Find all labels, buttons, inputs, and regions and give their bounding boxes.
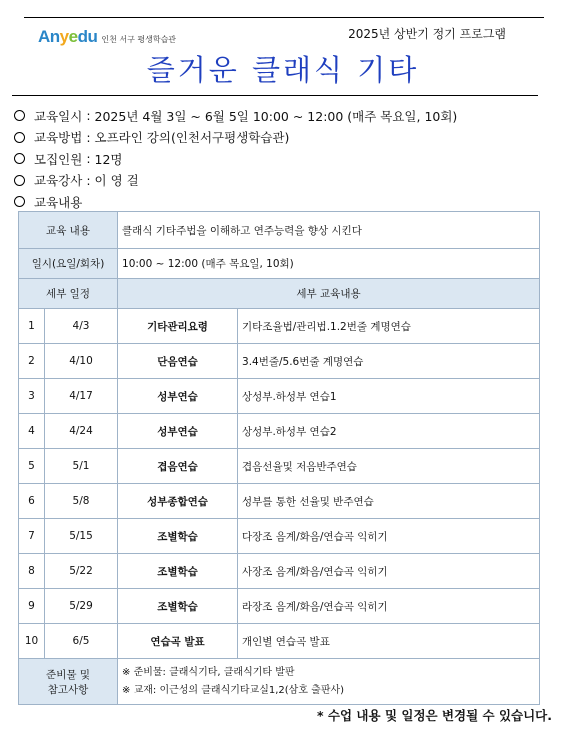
session-date: 5/8 bbox=[45, 484, 118, 519]
change-notice: * 수업 내용 및 일정은 변경될 수 있습니다. bbox=[317, 708, 552, 723]
session-no: 1 bbox=[19, 309, 45, 344]
session-no: 9 bbox=[19, 589, 45, 624]
session-date: 5/29 bbox=[45, 589, 118, 624]
table-row bbox=[19, 344, 540, 379]
info-key: 교육강사 bbox=[34, 173, 83, 189]
note-line: ※ 준비물: 클래식기타, 클래식기타 발판 bbox=[122, 666, 295, 678]
info-item bbox=[14, 148, 457, 170]
table-row bbox=[19, 484, 540, 519]
session-no: 10 bbox=[19, 624, 45, 659]
session-no: 3 bbox=[19, 379, 45, 414]
session-date: 5/15 bbox=[45, 519, 118, 554]
session-date: 4/17 bbox=[45, 379, 118, 414]
session-detail: 라장조 음계/화음/연습곡 익히기 bbox=[238, 589, 540, 624]
session-no: 8 bbox=[19, 554, 45, 589]
anyedu-logo bbox=[38, 27, 176, 47]
session-no: 2 bbox=[19, 344, 45, 379]
table-row bbox=[19, 554, 540, 589]
circle-bullet-icon bbox=[14, 110, 25, 121]
info-sep: : bbox=[86, 151, 91, 167]
session-date: 4/24 bbox=[45, 414, 118, 449]
column-header-schedule: 세부 일정 bbox=[19, 279, 118, 309]
table-row bbox=[19, 309, 540, 344]
circle-bullet-icon bbox=[14, 153, 25, 164]
session-detail: 다장조 음계/화음/연습곡 익히기 bbox=[238, 519, 540, 554]
info-sep: : bbox=[86, 129, 91, 145]
schedule-table bbox=[18, 211, 540, 705]
content-value: 클래식 기타주법을 이해하고 연주능력을 향상 시킨다 bbox=[118, 212, 540, 249]
session-no: 6 bbox=[19, 484, 45, 519]
session-topic: 성부연습 bbox=[118, 414, 238, 449]
info-value: 2025년 4월 3일 ~ 6월 5일 10:00 ~ 12:00 (매주 목요일, 10회) bbox=[94, 108, 458, 124]
title-rule bbox=[12, 95, 538, 96]
info-sep: : bbox=[86, 108, 91, 124]
info-item bbox=[14, 105, 457, 127]
session-detail: 성부를 통한 선율및 반주연습 bbox=[238, 484, 540, 519]
session-date: 5/1 bbox=[45, 449, 118, 484]
session-detail: 상성부.하성부 연습2 bbox=[238, 414, 540, 449]
info-value: 12명 bbox=[94, 151, 123, 167]
session-detail: 3.4번줄/5.6번줄 계명연습 bbox=[238, 344, 540, 379]
info-value: 이 영 걸 bbox=[94, 173, 139, 189]
session-detail: 겹음선율및 저음반주연습 bbox=[238, 449, 540, 484]
info-item bbox=[14, 191, 457, 213]
info-key: 교육일시 bbox=[34, 108, 83, 124]
session-topic: 성부연습 bbox=[118, 379, 238, 414]
session-no: 7 bbox=[19, 519, 45, 554]
logo-wordmark: Anyedu bbox=[38, 27, 98, 46]
info-key: 교육방법 bbox=[34, 130, 83, 146]
notes-label-line: 준비물 및 bbox=[46, 668, 90, 681]
page-title: 즐거운 클래식 기타 bbox=[146, 53, 420, 87]
notes-label-line: 참고사항 bbox=[47, 683, 89, 696]
session-detail: 기타조율법/관리법.1.2번줄 계명연습 bbox=[238, 309, 540, 344]
session-date: 4/3 bbox=[45, 309, 118, 344]
info-list bbox=[14, 105, 457, 213]
info-item bbox=[14, 170, 457, 192]
session-topic: 조별학습 bbox=[118, 589, 238, 624]
session-topic: 성부종합연습 bbox=[118, 484, 238, 519]
session-detail: 개인별 연습곡 발표 bbox=[238, 624, 540, 659]
session-topic: 조별학습 bbox=[118, 519, 238, 554]
info-sep: : bbox=[86, 172, 91, 188]
column-header-content: 세부 교육내용 bbox=[118, 279, 540, 309]
info-key: 교육내용 bbox=[34, 194, 83, 210]
session-date: 5/22 bbox=[45, 554, 118, 589]
note-line: ※ 교재: 이근성의 클래식기타교실1,2(삼호 출판사) bbox=[122, 684, 345, 696]
notes-content bbox=[118, 659, 540, 705]
notes-label bbox=[19, 659, 118, 705]
program-label: 2025년 상반기 정기 프로그램 bbox=[348, 27, 506, 41]
session-no: 4 bbox=[19, 414, 45, 449]
table-row bbox=[19, 379, 540, 414]
table-row bbox=[19, 589, 540, 624]
circle-bullet-icon bbox=[14, 196, 25, 207]
session-topic: 기타관리요령 bbox=[118, 309, 238, 344]
top-rule bbox=[24, 17, 544, 18]
table-row bbox=[19, 414, 540, 449]
content-row bbox=[19, 212, 540, 249]
session-topic: 단음연습 bbox=[118, 344, 238, 379]
column-header-row bbox=[19, 279, 540, 309]
notes-row bbox=[19, 659, 540, 705]
info-item bbox=[14, 127, 457, 149]
table-row bbox=[19, 519, 540, 554]
info-value: 오프라인 강의(인천서구평생학습관) bbox=[94, 130, 290, 146]
schedule-label: 일시(요일/회차) bbox=[19, 249, 118, 279]
schedule-row bbox=[19, 249, 540, 279]
session-topic: 조별학습 bbox=[118, 554, 238, 589]
table-row bbox=[19, 624, 540, 659]
info-key: 모집인원 bbox=[34, 151, 83, 167]
table-row bbox=[19, 449, 540, 484]
session-date: 4/10 bbox=[45, 344, 118, 379]
session-detail: 사장조 음계/화음/연습곡 익히기 bbox=[238, 554, 540, 589]
session-detail: 상성부.하성부 연습1 bbox=[238, 379, 540, 414]
content-label: 교육 내용 bbox=[19, 212, 118, 249]
session-topic: 연습곡 발표 bbox=[118, 624, 238, 659]
session-topic: 겹음연습 bbox=[118, 449, 238, 484]
circle-bullet-icon bbox=[14, 175, 25, 186]
schedule-value: 10:00 ~ 12:00 (매주 목요일, 10회) bbox=[118, 249, 540, 279]
session-no: 5 bbox=[19, 449, 45, 484]
logo-subtitle: 인천 서구 평생학습관 bbox=[101, 35, 177, 44]
session-date: 6/5 bbox=[45, 624, 118, 659]
circle-bullet-icon bbox=[14, 132, 25, 143]
